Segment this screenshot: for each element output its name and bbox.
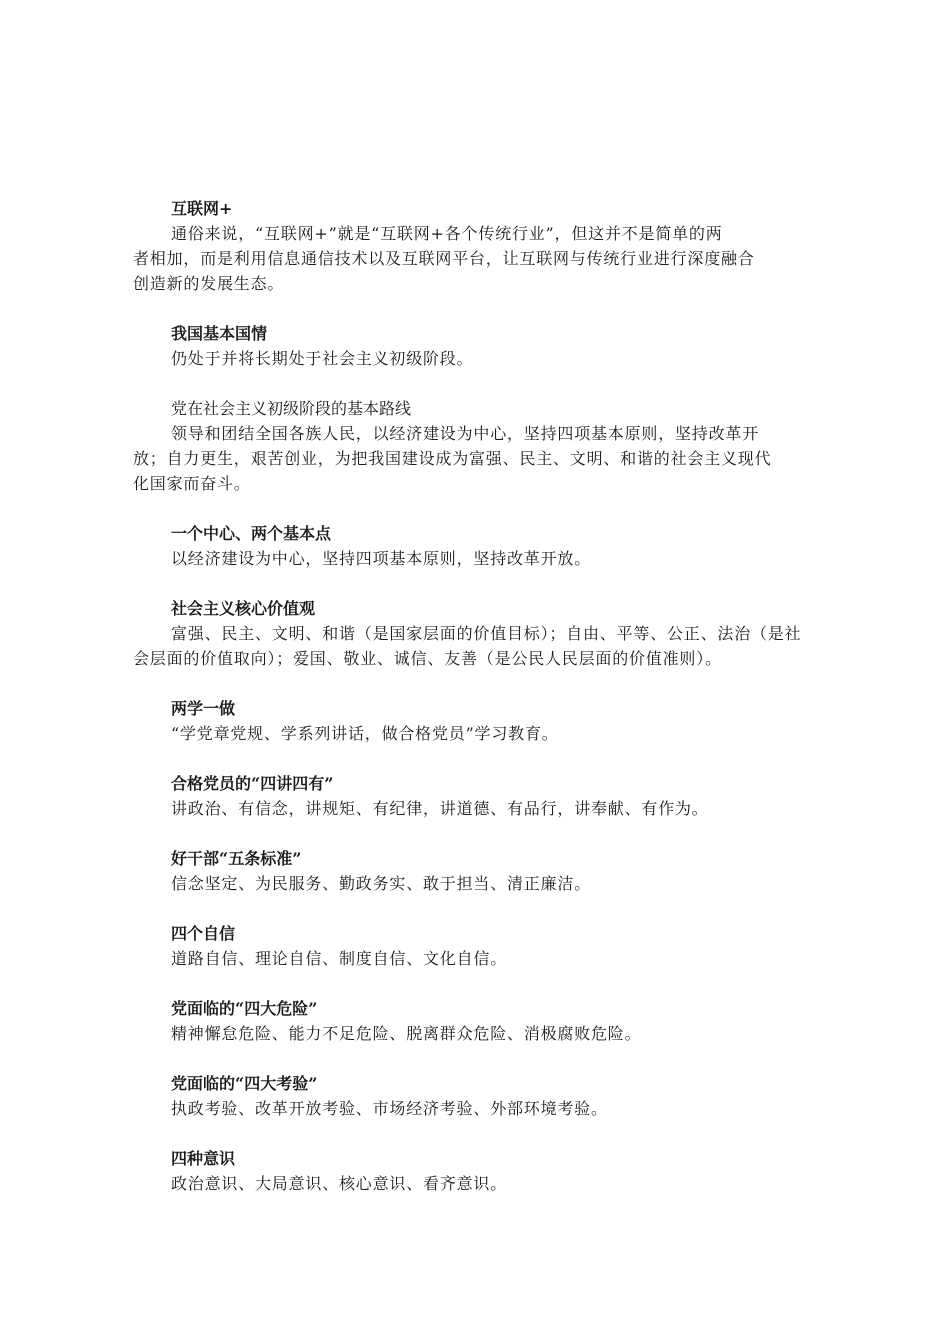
- section-basic-national-condition: [133, 321, 829, 371]
- section-heading: 合格党员的“四讲四有”: [171, 774, 334, 793]
- paragraph-line: 信念坚定、为民服务、勤政务实、敢于担当、清正廉洁。: [171, 874, 592, 893]
- paragraph-line: 会层面的价值取向）；爱国、敬业、诚信、友善（是公民人民层面的价值准则）。: [133, 649, 722, 668]
- paragraph-line: 放；自力更生，艰苦创业，为把我国建设成为富强、民主、文明、和谐的社会主义现代: [133, 449, 772, 468]
- section-heading: 一个中心、两个基本点: [171, 524, 332, 543]
- paragraph-line: 通俗来说，“互联网+”就是“互联网+各个传统行业”，但这并不是简单的两: [171, 224, 723, 243]
- paragraph-line: “学党章党规、学系列讲话，做合格党员”学习教育。: [171, 724, 559, 743]
- section-four-talks-four-haves: [133, 771, 829, 821]
- paragraph-line: 化国家而奋斗。: [133, 474, 251, 493]
- section-four-consciousness: [133, 1146, 829, 1196]
- section-four-dangers: [133, 996, 829, 1046]
- section-heading: 两学一做: [171, 699, 236, 718]
- document-page: [133, 196, 829, 1221]
- paragraph-line: 精神懈怠危险、能力不足危险、脱离群众危险、消极腐败危险。: [171, 1024, 642, 1043]
- section-heading: 党面临的“四大考验”: [171, 1074, 318, 1093]
- section-one-center-two-points: [133, 521, 829, 571]
- section-heading: 党面临的“四大危险”: [171, 999, 318, 1018]
- section-four-tests: [133, 1071, 829, 1121]
- section-basic-line: [133, 396, 829, 496]
- paragraph-line: 创造新的发展生态。: [133, 274, 285, 293]
- section-heading: 党在社会主义初级阶段的基本路线: [171, 399, 412, 418]
- paragraph-line: 执政考验、改革开放考验、市场经济考验、外部环境考验。: [171, 1099, 608, 1118]
- paragraph-line: 政治意识、大局意识、核心意识、看齐意识。: [171, 1174, 508, 1193]
- paragraph-line: 以经济建设为中心，坚持四项基本原则，坚持改革开放。: [171, 549, 592, 568]
- paragraph-line: 仍处于并将长期处于社会主义初级阶段。: [171, 349, 474, 368]
- section-heading: 我国基本国情: [171, 324, 268, 343]
- section-heading: 四种意识: [171, 1149, 236, 1168]
- section-heading: 四个自信: [171, 924, 236, 943]
- paragraph-line: 富强、民主、文明、和谐（是国家层面的价值目标）；自由、平等、公正、法治（是社: [171, 624, 802, 643]
- section-internet-plus: [133, 196, 829, 296]
- paragraph-line: 者相加，而是利用信息通信技术以及互联网平台，让互联网与传统行业进行深度融合: [133, 249, 755, 268]
- section-two-studies-one-action: [133, 696, 829, 746]
- section-heading: 社会主义核心价值观: [171, 599, 316, 618]
- paragraph-line: 道路自信、理论自信、制度自信、文化自信。: [171, 949, 508, 968]
- section-core-values: [133, 596, 829, 671]
- section-heading: 互联网+: [171, 199, 233, 218]
- section-heading: 好干部“五条标准”: [171, 849, 302, 868]
- paragraph-line: 讲政治、有信念，讲规矩、有纪律，讲道德、有品行，讲奉献、有作为。: [171, 799, 709, 818]
- section-four-confidences: [133, 921, 829, 971]
- section-five-standards: [133, 846, 829, 896]
- paragraph-line: 领导和团结全国各族人民，以经济建设为中心，坚持四项基本原则，坚持改革开: [171, 424, 760, 443]
